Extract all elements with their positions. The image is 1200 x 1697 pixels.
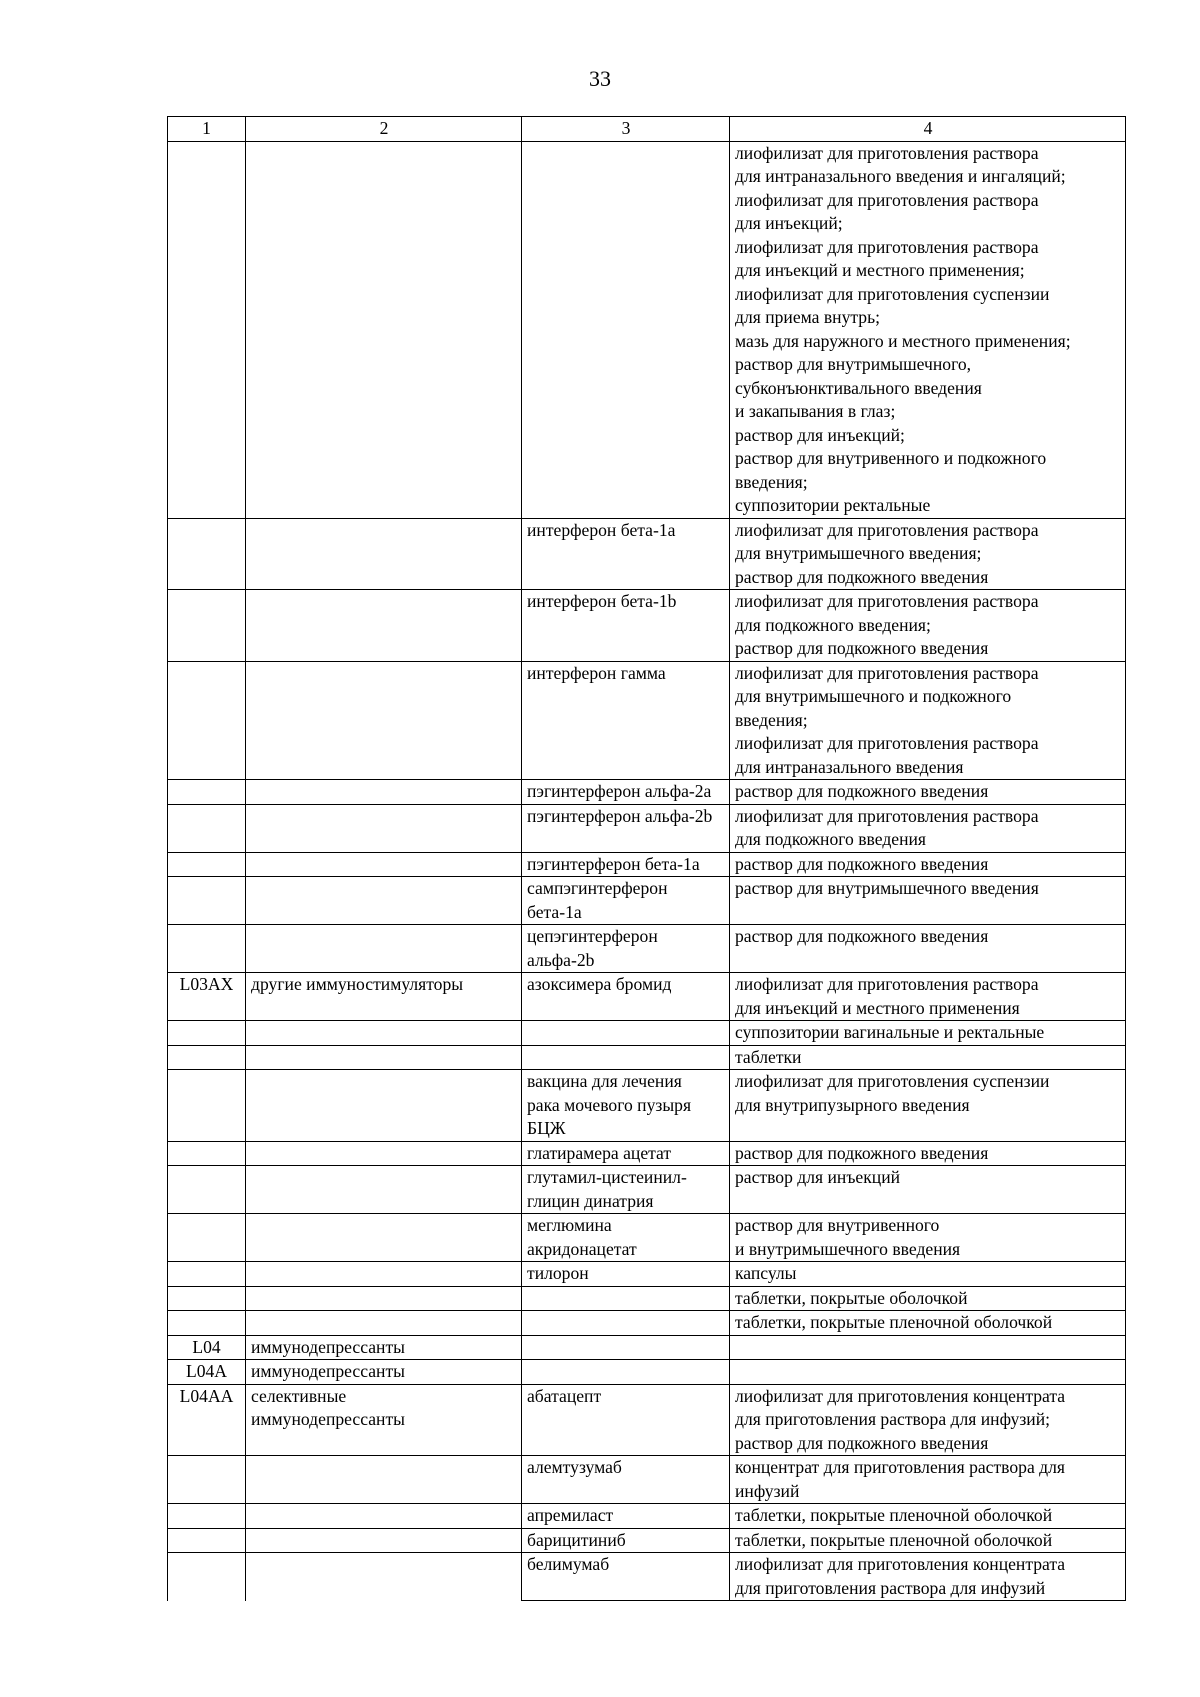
dosage-forms-cell: лиофилизат для приготовления раствора для внутримышечного введения; раствор для подкожного введения: [730, 518, 1126, 590]
drug-name-cell: пэгинтерферон альфа-2a: [522, 780, 730, 805]
drug-name-cell: [522, 1335, 730, 1360]
pharm-group-cell: [246, 1456, 522, 1504]
pharm-group-cell: [246, 780, 522, 805]
pharm-group-cell: [246, 852, 522, 877]
pharm-group-cell: [246, 1286, 522, 1311]
dosage-forms-cell: таблетки, покрытые оболочкой: [730, 1286, 1126, 1311]
dosage-forms-cell: таблетки, покрытые пленочной оболочкой: [730, 1504, 1126, 1529]
dosage-forms-cell: лиофилизат для приготовления раствора для интраназального введения и ингаляций; лиофилизат для приготовления раствора для инъекций; лиофилизат для приготовления раствора для инъекций и местного применения; лиофилизат для приготовления суспензии для приема внутрь; мазь для наружного и местного применения; раствор для внутримышечного, субконъюнктивального введения и закапывания в глаз; раствор для инъекций; раствор для внутривенного и подкожного введения; суппозитории ректальные: [730, 141, 1126, 518]
drug-name-cell: интерферон бета-1a: [522, 518, 730, 590]
pharm-group-cell: [246, 1141, 522, 1166]
atc-code-cell: [168, 1166, 246, 1214]
atc-code-cell: [168, 590, 246, 662]
atc-code-cell: [168, 852, 246, 877]
dosage-forms-cell: суппозитории вагинальные и ректальные: [730, 1021, 1126, 1046]
table-row: [168, 590, 1126, 662]
drug-name-cell: пэгинтерферон альфа-2b: [522, 804, 730, 852]
dosage-forms-cell: лиофилизат для приготовления концентрата для приготовления раствора для инфузий: [730, 1553, 1126, 1601]
drug-name-cell: [522, 1311, 730, 1336]
table-row: [168, 1384, 1126, 1456]
atc-code-cell: [168, 1070, 246, 1142]
column-header-2: 2: [246, 117, 522, 142]
pharm-group-cell: [246, 1045, 522, 1070]
atc-code-cell: [168, 925, 246, 973]
atc-code-cell: [168, 1504, 246, 1529]
table-row: [168, 852, 1126, 877]
atc-code-cell: [168, 1214, 246, 1262]
pharm-group-cell: [246, 1262, 522, 1287]
table-body: [168, 117, 1126, 1601]
table-row: [168, 1360, 1126, 1385]
pharm-group-cell: [246, 877, 522, 925]
drug-name-cell: цепэгинтерферон альфа-2b: [522, 925, 730, 973]
pharm-group-cell: [246, 518, 522, 590]
drug-name-cell: белимумаб: [522, 1553, 730, 1601]
pharm-group-cell: [246, 661, 522, 780]
drug-name-cell: глутамил-цистеинил- глицин динатрия: [522, 1166, 730, 1214]
dosage-forms-cell: раствор для внутривенного и внутримышечного введения: [730, 1214, 1126, 1262]
dosage-forms-cell: раствор для подкожного введения: [730, 852, 1126, 877]
dosage-forms-cell: лиофилизат для приготовления раствора для инъекций и местного применения: [730, 973, 1126, 1021]
atc-code-cell: [168, 1528, 246, 1553]
drug-name-cell: абатацепт: [522, 1384, 730, 1456]
pharm-group-cell: [246, 1311, 522, 1336]
atc-code-cell: [168, 1553, 246, 1601]
dosage-forms-cell: лиофилизат для приготовления раствора для подкожного введения: [730, 804, 1126, 852]
drug-name-cell: [522, 1021, 730, 1046]
atc-code-cell: [168, 1045, 246, 1070]
table-row: [168, 1214, 1126, 1262]
atc-code-cell: [168, 804, 246, 852]
table-row: [168, 877, 1126, 925]
pharm-group-cell: иммунодепрессанты: [246, 1335, 522, 1360]
pharm-group-cell: [246, 590, 522, 662]
drug-name-cell: [522, 141, 730, 518]
dosage-forms-cell: раствор для инъекций: [730, 1166, 1126, 1214]
dosage-forms-cell: раствор для подкожного введения: [730, 925, 1126, 973]
column-header-3: 3: [522, 117, 730, 142]
table-row: [168, 1335, 1126, 1360]
table-row: [168, 1553, 1126, 1601]
table-row: [168, 1504, 1126, 1529]
atc-code-cell: [168, 877, 246, 925]
table-row: [168, 1141, 1126, 1166]
pharm-group-cell: [246, 1553, 522, 1601]
pharm-group-cell: другие иммуностимуляторы: [246, 973, 522, 1021]
drug-name-cell: азоксимера бромид: [522, 973, 730, 1021]
drug-name-cell: барицитиниб: [522, 1528, 730, 1553]
pharm-group-cell: [246, 1214, 522, 1262]
atc-code-cell: L04A: [168, 1360, 246, 1385]
dosage-forms-cell: [730, 1360, 1126, 1385]
table-row: [168, 1528, 1126, 1553]
drug-name-cell: сампэгинтерферон бета-1a: [522, 877, 730, 925]
table-row: [168, 973, 1126, 1021]
dosage-forms-cell: концентрат для приготовления раствора для инфузий: [730, 1456, 1126, 1504]
table-row: [168, 661, 1126, 780]
pharm-group-cell: [246, 804, 522, 852]
dosage-forms-cell: раствор для подкожного введения: [730, 780, 1126, 805]
drug-name-cell: [522, 1045, 730, 1070]
pharm-group-cell: [246, 141, 522, 518]
atc-code-cell: L03AX: [168, 973, 246, 1021]
table-row: [168, 518, 1126, 590]
drug-list-table-container: [167, 116, 1125, 1601]
dosage-forms-cell: лиофилизат для приготовления суспензии для внутрипузырного введения: [730, 1070, 1126, 1142]
atc-code-cell: L04: [168, 1335, 246, 1360]
column-header-4: 4: [730, 117, 1126, 142]
pharm-group-cell: [246, 925, 522, 973]
column-header-1: 1: [168, 117, 246, 142]
drug-name-cell: пэгинтерферон бета-1a: [522, 852, 730, 877]
dosage-forms-cell: лиофилизат для приготовления раствора для подкожного введения; раствор для подкожного введения: [730, 590, 1126, 662]
dosage-forms-cell: [730, 1335, 1126, 1360]
dosage-forms-cell: раствор для внутримышечного введения: [730, 877, 1126, 925]
dosage-forms-cell: раствор для подкожного введения: [730, 1141, 1126, 1166]
pharm-group-cell: [246, 1528, 522, 1553]
table-row: [168, 1262, 1126, 1287]
drug-name-cell: [522, 1360, 730, 1385]
pharm-group-cell: иммунодепрессанты: [246, 1360, 522, 1385]
drug-list-table: [167, 116, 1126, 1601]
atc-code-cell: [168, 1286, 246, 1311]
table-row: [168, 141, 1126, 518]
atc-code-cell: [168, 1021, 246, 1046]
drug-name-cell: глатирамера ацетат: [522, 1141, 730, 1166]
atc-code-cell: [168, 1141, 246, 1166]
table-row: [168, 925, 1126, 973]
atc-code-cell: [168, 141, 246, 518]
atc-code-cell: [168, 1456, 246, 1504]
pharm-group-cell: [246, 1070, 522, 1142]
atc-code-cell: [168, 518, 246, 590]
atc-code-cell: [168, 780, 246, 805]
dosage-forms-cell: лиофилизат для приготовления раствора для внутримышечного и подкожного введения; лиофилизат для приготовления раствора для интраназального введения: [730, 661, 1126, 780]
dosage-forms-cell: таблетки: [730, 1045, 1126, 1070]
atc-code-cell: [168, 661, 246, 780]
pharm-group-cell: селективные иммунодепрессанты: [246, 1384, 522, 1456]
atc-code-cell: L04AA: [168, 1384, 246, 1456]
atc-code-cell: [168, 1311, 246, 1336]
table-row: [168, 780, 1126, 805]
table-header-row: [168, 117, 1126, 142]
pharm-group-cell: [246, 1021, 522, 1046]
table-row: [168, 1045, 1126, 1070]
table-row: [168, 1021, 1126, 1046]
page-number: 33: [589, 66, 611, 91]
drug-name-cell: вакцина для лечения рака мочевого пузыря БЦЖ: [522, 1070, 730, 1142]
pharm-group-cell: [246, 1504, 522, 1529]
table-row: [168, 1070, 1126, 1142]
dosage-forms-cell: таблетки, покрытые пленочной оболочкой: [730, 1528, 1126, 1553]
drug-name-cell: апремиласт: [522, 1504, 730, 1529]
drug-name-cell: меглюмина акридонацетат: [522, 1214, 730, 1262]
drug-name-cell: тилорон: [522, 1262, 730, 1287]
dosage-forms-cell: таблетки, покрытые пленочной оболочкой: [730, 1311, 1126, 1336]
drug-name-cell: интерферон бета-1b: [522, 590, 730, 662]
dosage-forms-cell: капсулы: [730, 1262, 1126, 1287]
table-row: [168, 1166, 1126, 1214]
table-row: [168, 1456, 1126, 1504]
table-row: [168, 1286, 1126, 1311]
table-row: [168, 804, 1126, 852]
dosage-forms-cell: лиофилизат для приготовления концентрата для приготовления раствора для инфузий; раствор для подкожного введения: [730, 1384, 1126, 1456]
drug-name-cell: [522, 1286, 730, 1311]
table-row: [168, 1311, 1126, 1336]
drug-name-cell: алемтузумаб: [522, 1456, 730, 1504]
atc-code-cell: [168, 1262, 246, 1287]
drug-name-cell: интерферон гамма: [522, 661, 730, 780]
pharm-group-cell: [246, 1166, 522, 1214]
